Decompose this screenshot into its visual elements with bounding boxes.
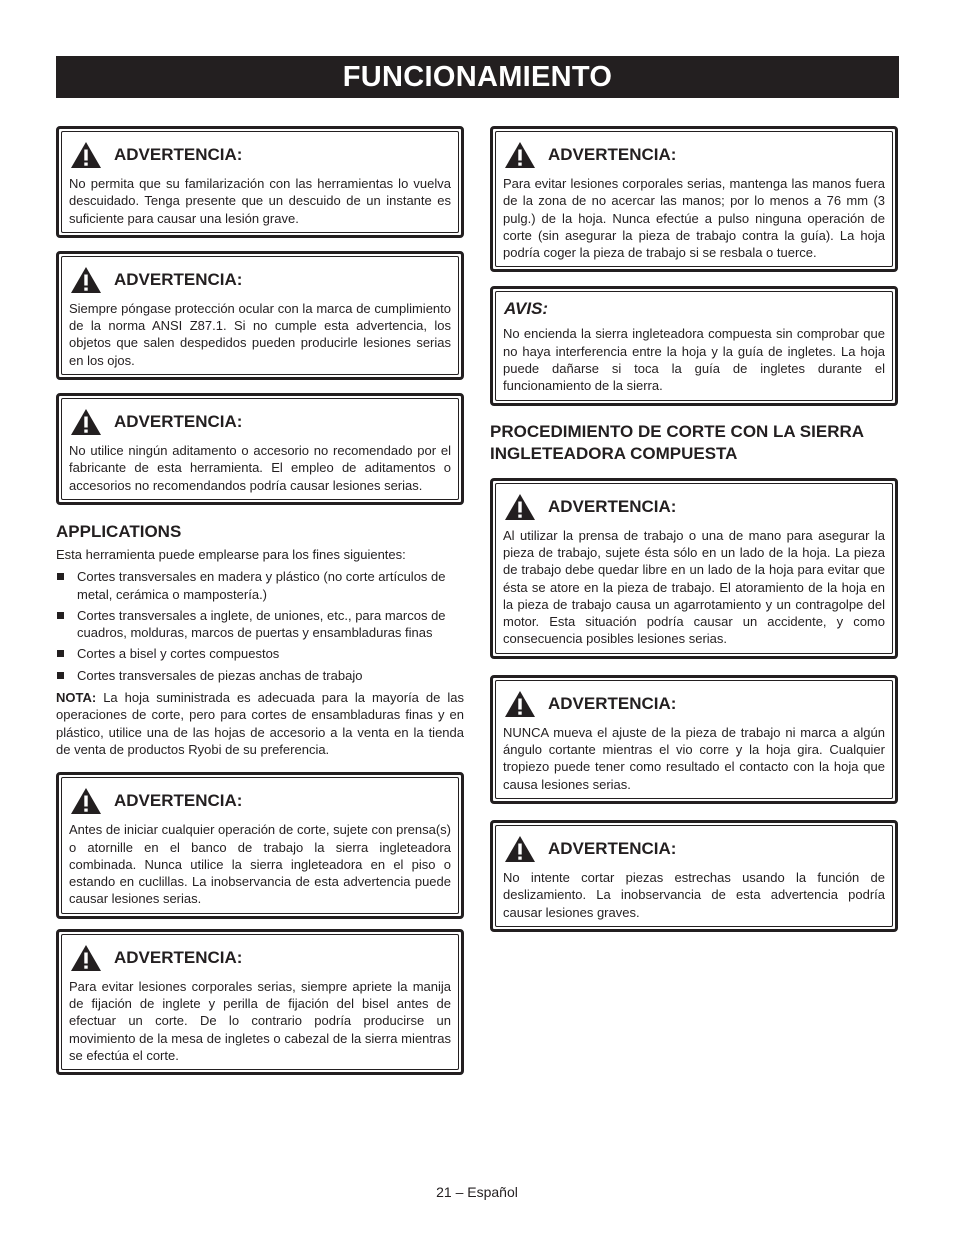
list-item: Cortes a bisel y cortes compuestos [56,645,464,662]
warning-text: No utilice ningún aditamento o accesorio no recomendado por el fabricante de esta herramienta. El empleo de aditamentos o accesorios no recomendandos podría causar lesiones serias. [69,443,451,493]
warning-triangle-icon [70,266,102,294]
nota-label: NOTA: [56,690,97,706]
warning-triangle-icon [504,835,536,863]
warning-triangle-icon [70,787,102,815]
page-title: FUNCIONAMIENTO [56,56,899,98]
warning-box [490,820,898,932]
warning-text: Siempre póngase protección ocular con la marca de cumplimiento de la norma ANSI Z87.1. Si no cumple esta advertencia, los objetos que salen despedidos pueden producirle lesiones serias en los ojos. [69,300,451,368]
warning-box [490,675,898,804]
warning-box [56,929,464,1075]
warning-text: No intente cortar piezas estrechas usando la función de deslizamiento. La inobservancia de esta advertencia podría causar lesiones graves. [503,869,885,920]
warning-text: NUNCA mueva el ajuste de la pieza de trabajo ni marca a algún ángulo cortante mientras el vio corre y la hoja gira. Cualquier tropiezo puede tener como resultado el contacto con la hoja que causa lesiones serias. [503,724,885,792]
warning-triangle-icon [70,944,102,972]
avis-text: No encienda la sierra ingleteadora compuesta sin comprobar que no haya interferencia entre la hoja y la guía de ingletes. La hoja puede dañarse si toca la guía de ingletes durante el funcionamiento de la sierra. [503,326,885,394]
applications-intro: Esta herramienta puede emplearse para los fines siguientes: [56,546,406,562]
warning-title: ADVERTENCIA: [548,838,677,858]
warning-triangle-icon [504,141,536,169]
warning-text: Antes de iniciar cualquier operación de corte, sujete con prensa(s) o atornille en el banco de trabajo la sierra ingleteadora combinada. Nunca utilice la sierra ingleteadora en el piso o estando en cuclillas. La inobservancia de esta advertencia puede causar lesiones serias. [69,822,451,907]
warning-title: ADVERTENCIA: [114,791,243,811]
warning-title: ADVERTENCIA: [114,145,243,164]
warning-title: ADVERTENCIA: [114,412,243,432]
warning-box [56,772,464,918]
warning-box [490,478,898,659]
warning-title: ADVERTENCIA: [548,693,677,713]
warning-text: Para evitar lesiones corporales serias, siempre apriete la manija de fijación de inglete y perilla de fijación del bisel antes de efectuar un corte. De lo contrario podría producirse un movimiento de la mesa de ingletes o cabezal de la sierra mientras se efectúa el corte. [69,978,451,1063]
list-item: Cortes transversales a inglete, de uniones, etc., para marcos de cuadros, molduras, marcos de puertas y ensambladuras finas [56,607,464,642]
left-column [56,126,464,1075]
applications-heading: APPLICATIONS [56,521,182,541]
warning-title: ADVERTENCIA: [548,145,677,164]
avis-box [490,286,898,405]
nota-text: La hoja suministrada es adecuada para la mayoría de las operaciones de corte, pero para cortes de ensambladuras finas y en plástico, utilice una de las hojas de accesorio a la venta en la tienda de venta de productos Ryobi de su preferencia. [56,690,464,757]
warning-title: ADVERTENCIA: [114,947,243,967]
list-item: Cortes transversales en madera y plástico (no corte artículos de metal, cerámica o mampostería.) [56,568,464,603]
warning-triangle-icon [504,690,536,718]
applications-section [56,521,464,758]
warning-box [56,126,464,238]
warning-text: No permita que su familarización con las herramientas lo vuelva descuidado. Tenga presente que un descuido de un instante es suficiente para causar una lesión grave. [69,176,451,226]
list-item: Cortes transversales de piezas anchas de trabajo [56,667,464,684]
applications-list [56,568,464,684]
nota-paragraph [56,689,464,758]
warning-box [56,251,464,380]
warning-title: ADVERTENCIA: [548,496,677,516]
warning-triangle-icon [504,493,536,521]
warning-title: ADVERTENCIA: [114,269,243,289]
warning-text: Al utilizar la prensa de trabajo o una de mano para asegurar la pieza de trabajo, sujete ésta sólo en un lado de la hoja. La pieza de trabajo debe quedar libre en un lado de la hoja para evitar que ésta se atore en la pieza de trabajo. El atoramiento de la hoja en la pieza de trabajo causa un agarrotamiento y un contragolpe del motor. Esta situación podría causar un accidente, y como consecuencia posibles lesiones serias. [503,527,885,647]
warning-triangle-icon [70,408,102,436]
warning-box [490,126,898,272]
warning-text: Para evitar lesiones corporales serias, mantenga las manos fuera de la zona de no acercar las manos; por lo menos a 76 mm (3 pulg.) de la hoja. Nunca efectúe a pulso ninguna operación de corte (sin asegurar la pieza de trabajo contra la guía). La hoja podría coger la pieza de trabajo si se resbala o tuerce. [503,176,885,261]
avis-title: AVIS: [504,299,549,319]
right-column [490,126,898,932]
warning-box [56,393,464,505]
page-footer: 21 – Español [436,1184,518,1200]
procedure-heading: PROCEDIMIENTO DE CORTE CON LA SIERRA INGLETEADORA COMPUESTA [490,421,864,463]
warning-triangle-icon [70,141,102,169]
